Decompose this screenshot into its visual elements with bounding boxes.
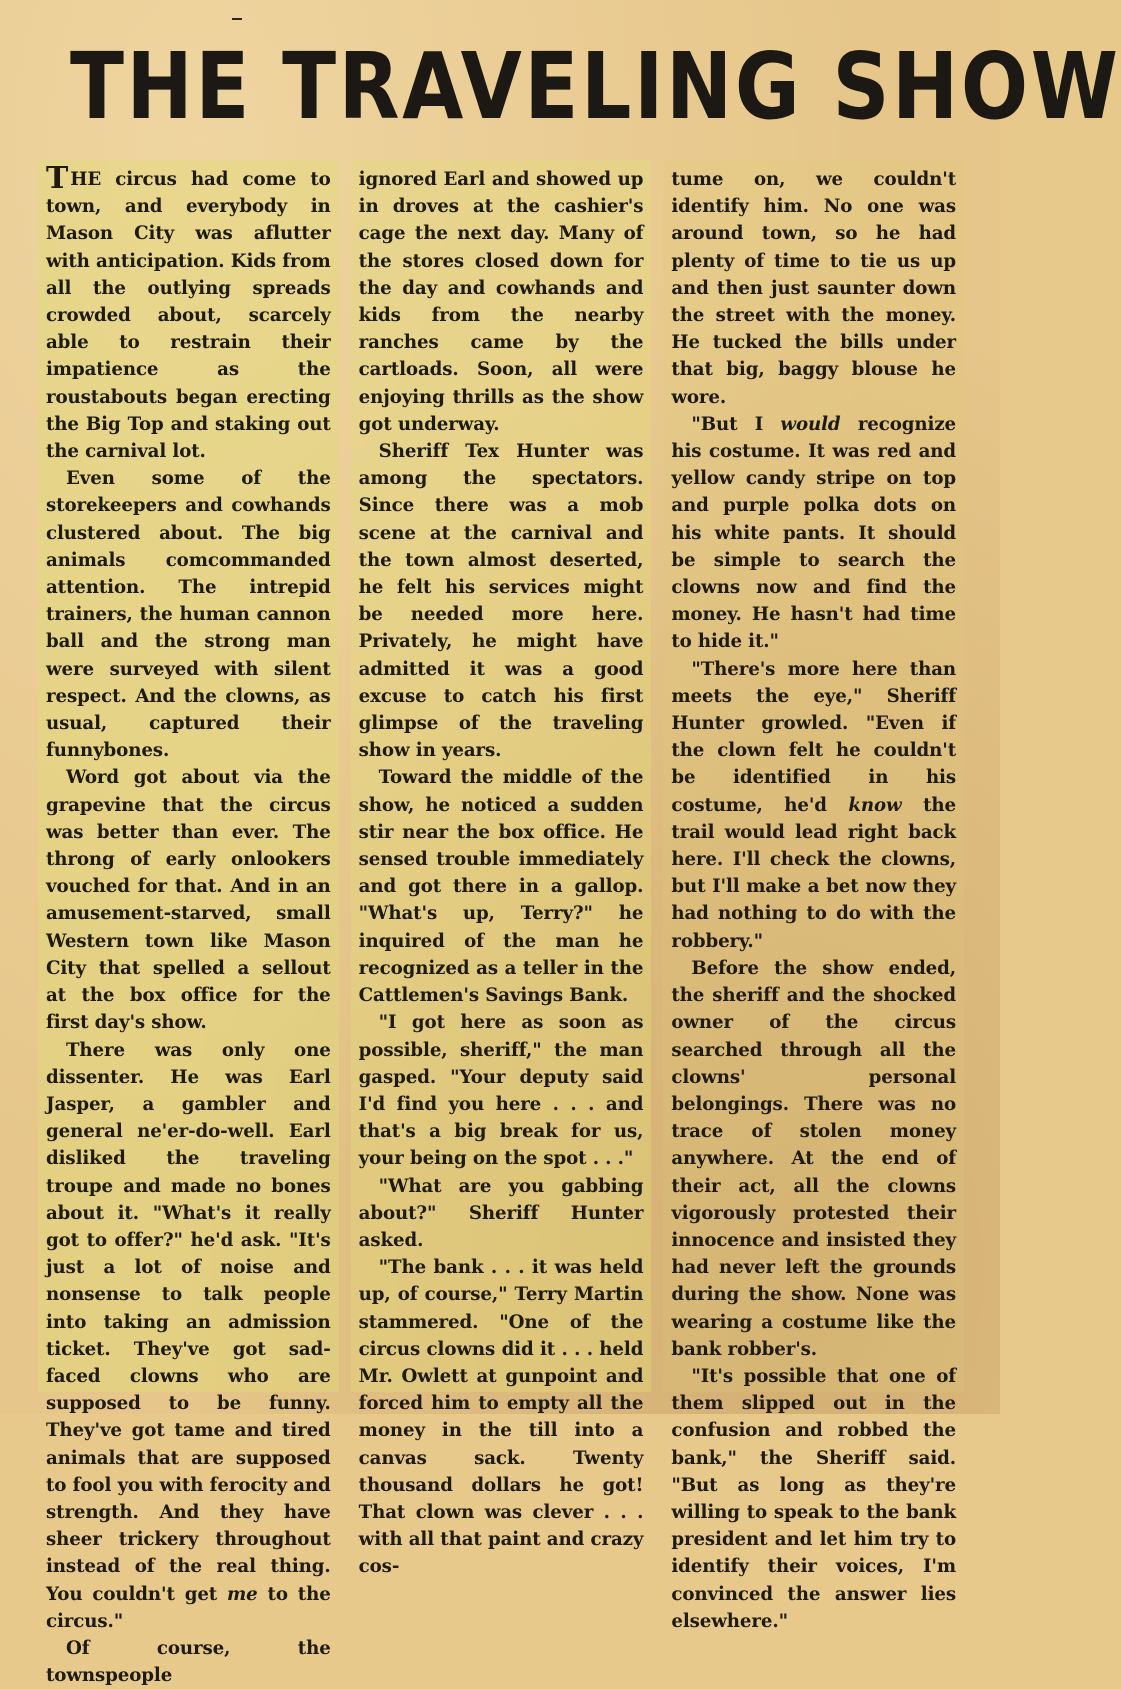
paragraph: Of course, the townspeople [46, 1637, 331, 1687]
text-column-2 [351, 160, 652, 1578]
paragraph-text: "But I [691, 413, 764, 435]
paragraph [671, 411, 956, 656]
paragraph: Even some of the storekeepers and cowhands clustered about. The big animals comcommanded attention. The intrepid trainers, the human cannon ball and the strong man were surveyed with silent respect. And the clowns, as usual, captured their funnybones. [46, 468, 331, 762]
emphasis-text: know [848, 794, 902, 816]
paragraph-text: to the circus." [46, 1583, 331, 1632]
text-column-3 [663, 160, 964, 1632]
paragraph: Sheriff Tex Hunter was among the spectators. Since there was a mob scene at the carnival and the town almost deserted, he felt his services might be needed more here. Privately, he might have admitted it was a good excuse to catch his first glimpse of the traveling show in years. [358, 441, 644, 762]
emphasis-text: would [780, 413, 841, 435]
paragraph: ignored Earl and showed up in droves at the cashier's cage the next day. Many of the stores closed down for the day and cowhands and kids from the nearby ranches came by the cartloads. Soon, all were enjoying thrills as the show got underway. [358, 169, 644, 435]
paragraph: Toward the middle of the show, he noticed a sudden stir near the box office. He sensed trouble immediately and got there in a gallop. "What's up, Terry?" he inquired of the man he recognized as a teller in the Cattlemen's Savings Bank. [358, 767, 644, 1007]
emphasis-text: me [227, 1583, 258, 1605]
paragraph: tume on, we couldn't identify him. No one was around town, so he had plenty of time to tie us up and then just saunter down the street with the money. He tucked the bills under that big, baggy blouse he wore. [671, 169, 957, 408]
paragraph-text: There was only one dissenter. He was Earl Jasper, a gambler and general ne'er-do-well. Earl disliked the traveling troupe and made no bones about it. "What's it really got to offer?" he'd ask. "It's just a lot of noise and nonsense to talk people into taking an admission ticket. They've got sad-faced clowns who are supposed to be funny. They've got tame and tired animals that are supposed to fool you with ferocity and strength. And they have sheer trickery throughout instead of the real thing. You couldn't get [46, 1039, 331, 1605]
paragraph [671, 656, 956, 955]
paragraph: "The bank . . . it was held up, of course," Terry Martin stammered. "One of the circus clowns did it . . . held Mr. Owlett at gunpoint and forced him to empty all the money in the till into a canvas sack. Twenty thousand dollars he got! That clown was clever . . . with all that paint and crazy cos- [358, 1257, 644, 1578]
paragraph-text: the trail would lead right back here. I'll check the clowns, but I'll make a bet now they had nothing to do with the robbery." [671, 794, 957, 952]
paragraph: "I got here as soon as possible, sheriff," the man gasped. "Your deputy said I'd find you here . . . and that's a big break for us, your being on the spot . . ." [358, 1012, 644, 1170]
paragraph: "It's possible that one of them slipped out in the confusion and robbed the bank," the Sheriff said. "But as long as they're willing to speak to the bank president and let him try to identify their voices, I'm convinced the answer lies elsewhere." [671, 1365, 957, 1632]
story-columns [38, 160, 964, 1687]
paragraph-text: recognize his costume. It was red and yellow candy stripe on top and purple polka dots on his white pants. It should be simple to search the clowns now and find the money. He hasn't had time to hide it." [671, 413, 957, 653]
print-mark [232, 18, 242, 20]
story-title: THE TRAVELING SHOW [70, 33, 1121, 140]
paragraph [46, 161, 331, 465]
paragraph: Before the show ended, the sheriff and the shocked owner of the circus searched through all the clowns' personal belongings. There was no trace of stolen money anywhere. At the end of their act, all the clowns vigorously protested their innocence and insisted they had never left the grounds during the show. None was wearing a costume like the bank robber's. [671, 957, 957, 1360]
paragraph-text: "There's more here than meets the eye," Sheriff Hunter growled. "Even if the clown felt he couldn't be identified in his costume, he'd [671, 658, 957, 816]
paragraph-text: HE circus had come to town, and everybody in Mason City was aflutter with anticipation. Kids from all the outlying spreads crowded about, scarcely able to restrain their impatience as the roustabouts began erecting the Big Top and staking out the carnival lot. [46, 169, 331, 463]
text-column-1 [38, 160, 339, 1687]
paragraph [46, 1037, 331, 1635]
paragraph: Word got about via the grapevine that the circus was better than ever. The throng of early onlookers vouched for that. And in an amusement-starved, small Western town like Mason City that spelled a sellout at the box office for the first day's show. [46, 767, 331, 1034]
paragraph: "What are you gabbing about?" Sheriff Hunter asked. [358, 1175, 644, 1251]
drop-cap: T [46, 161, 69, 196]
